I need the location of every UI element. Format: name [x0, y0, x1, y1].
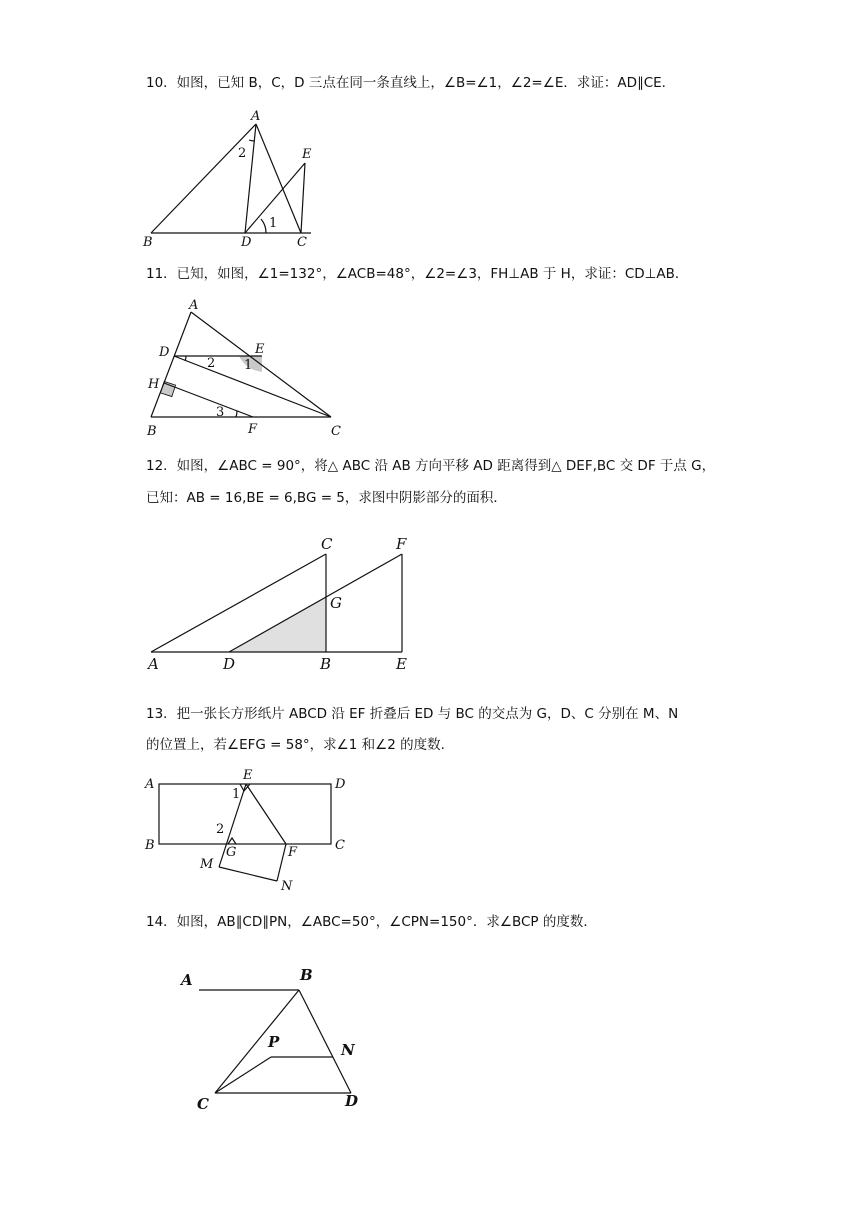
q11-angle-3: 3: [216, 405, 225, 420]
q11-label-D: D: [159, 345, 170, 360]
q12-label-E: E: [396, 655, 407, 673]
q11-label-B: B: [147, 424, 157, 439]
question-11-text: 11．已知，如图，∠1=132°，∠ACB=48°，∠2=∠3，FH⊥AB 于 H，求证：CD⊥AB．: [146, 266, 689, 282]
question-10-text: 10．如图，已知 B，C，D 三点在同一条直线上，∠B=∠1，∠2=∠E．求证：AD∥CE．: [146, 75, 676, 91]
q12-label-G: G: [330, 594, 342, 612]
q12-label-A: A: [148, 655, 159, 673]
question-14-text: 14．如图，AB∥CD∥PN，∠ABC=50°，∠CPN=150°．求∠BCP 的度数．: [146, 914, 597, 930]
q11-label-C: C: [331, 424, 341, 439]
q13-label-E: E: [243, 768, 253, 783]
q10-label-E: E: [302, 147, 312, 162]
q13-label-M: M: [200, 857, 214, 872]
q14-label-P: P: [268, 1033, 280, 1051]
q10-angle-2: 2: [238, 146, 247, 161]
q14-label-N: N: [341, 1041, 355, 1059]
q10-label-B: B: [143, 235, 153, 250]
q13-label-F: F: [288, 845, 298, 860]
q11-angle-2: 2: [207, 356, 216, 371]
q11-angle-1: 1: [244, 358, 253, 373]
q14-label-C: C: [197, 1095, 209, 1113]
q10-label-D: D: [241, 235, 252, 250]
q14-label-B: B: [300, 966, 313, 984]
q13-angle-2: 2: [216, 822, 225, 837]
q10-label-A: A: [251, 109, 261, 124]
q13-label-N: N: [281, 879, 293, 894]
q13-label-D: D: [335, 777, 346, 792]
question-12-line2: 已知：AB = 16,BE = 6,BG = 5，求图中阴影部分的面积．: [146, 490, 507, 506]
q13-angle-1: 1: [232, 787, 241, 802]
q11-label-H: H: [148, 377, 160, 392]
question-12-line1: 12．如图，∠ABC = 90°，将△ ABC 沿 AB 方向平移 AD 距离得到△ DEF,BC 交 DF 于点 G，: [146, 458, 716, 474]
q10-angle-1: 1: [269, 216, 278, 231]
q11-label-A: A: [189, 298, 199, 313]
question-13-line1: 13．把一张长方形纸片 ABCD 沿 EF 折叠后 ED 与 BC 的交点为 G，D、C 分别在 M、N: [146, 706, 679, 722]
q13-label-C: C: [335, 838, 345, 853]
q11-label-E: E: [255, 342, 265, 357]
q13-label-B: B: [145, 838, 155, 853]
q12-label-F: F: [396, 535, 407, 553]
q12-label-B: B: [320, 655, 332, 673]
q13-label-A: A: [145, 777, 155, 792]
q12-label-C: C: [321, 535, 333, 553]
question-13-line2: 的位置上，若∠EFG = 58°，求∠1 和∠2 的度数.: [146, 737, 445, 753]
q14-label-D: D: [345, 1092, 359, 1110]
q11-label-F: F: [248, 422, 258, 437]
q10-label-C: C: [297, 235, 307, 250]
q12-label-D: D: [223, 655, 236, 673]
q14-label-A: A: [181, 971, 193, 989]
q13-label-G: G: [226, 845, 237, 860]
